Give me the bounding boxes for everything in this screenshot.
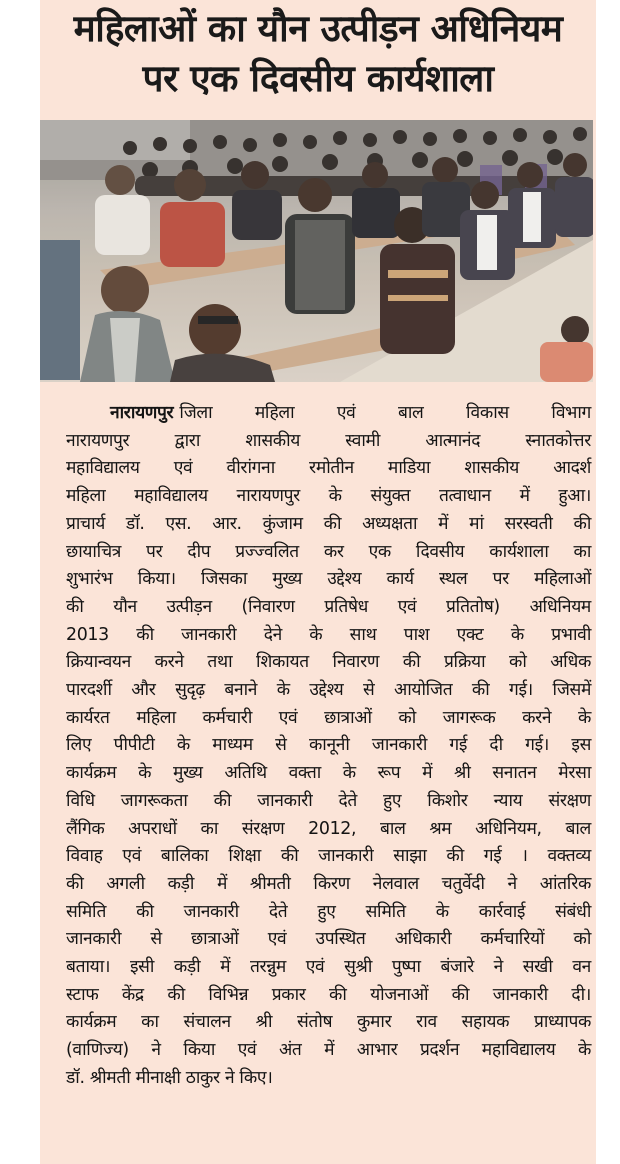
article-line: 2013 की जानकारी देने के साथ पाश एक्ट के प्रभावी bbox=[66, 624, 591, 645]
headline bbox=[40, 4, 596, 104]
article-line: कार्यक्रम का संचालन श्री संतोष कुमार राव सहायक प्राध्यापक bbox=[66, 1012, 591, 1033]
article-line: क्रियान्वयन करने तथा शिकायत निवारण की प्रक्रिया को अधिक bbox=[66, 652, 591, 673]
article-line: विवाह एवं बालिका शिक्षा की जानकारी साझा की गई । वक्तव्य bbox=[66, 846, 591, 867]
article-line: लैंगिक अपराधों का संरक्षण 2012, बाल श्रम अधिनियम, बाल bbox=[66, 818, 591, 839]
article-line: छायाचित्र पर दीप प्रज्ज्वलित कर एक दिवसीय कार्यशाला का bbox=[66, 541, 591, 562]
article-line: प्राचार्य डॉ. एस. आर. कुंजाम की अध्यक्षता में मां सरस्वती की bbox=[66, 513, 591, 534]
newspaper-clipping bbox=[40, 0, 596, 1164]
article-line bbox=[66, 400, 591, 428]
article-line: कार्यरत महिला कर्मचारी एवं छात्राओं को जागरूक करने के bbox=[66, 707, 591, 728]
classroom-audience-photo-icon bbox=[40, 120, 593, 382]
article-line: की अगली कड़ी में श्रीमती किरण नेलवाल चतुर्वेदी ने आंतरिक bbox=[66, 873, 591, 894]
article-line: महाविद्यालय एवं वीरांगना रमोतीन माडिया शासकीय आदर्श bbox=[66, 458, 591, 479]
article-line: महिला महाविद्यालय नारायणपुर के संयुक्त तत्वाधान में हुआ। bbox=[66, 486, 591, 507]
headline-line-1: महिलाओं का यौन उत्पीड़न अधिनियम bbox=[73, 7, 563, 50]
article-line: शुभारंभ किया। जिसका मुख्य उद्देश्य कार्य स्थल पर महिलाओं bbox=[66, 569, 591, 590]
headline-line-2: पर एक दिवसीय कार्यशाला bbox=[142, 57, 494, 100]
article-line: (वाणिज्य) ने किया एवं अंत में आभार प्रदर्शन महाविद्यालय के bbox=[66, 1040, 591, 1061]
article-line: बताया। इसी कड़ी में तरन्नुम एवं सुश्री पुष्पा बंजारे ने सखी वन bbox=[66, 957, 591, 978]
article-line-text: जिला महिला एवं बाल विकास विभाग bbox=[179, 403, 591, 423]
dateline: नारायणपुर bbox=[110, 403, 174, 423]
article-line: कार्यक्रम के मुख्य अतिथि वक्ता के रूप में श्री सनातन मेरसा bbox=[66, 763, 591, 784]
article-line: स्टाफ केंद्र की विभिन्न प्रकार की योजनाओं की जानकारी दी। bbox=[66, 984, 591, 1005]
article-line: पारदर्शी और सुदृढ़ बनाने के उद्देश्य से आयोजित की गई। जिसमें bbox=[66, 680, 591, 701]
article-line: विधि जागरूकता की जानकारी देते हुए किशोर न्याय संरक्षण bbox=[66, 790, 591, 811]
article-body bbox=[66, 400, 591, 1093]
article-line: लिए पीपीटी के माध्यम से कानूनी जानकारी गई दी गई। इस bbox=[66, 735, 591, 756]
article-line: डॉ. श्रीमती मीनाक्षी ठाकुर ने किए। bbox=[66, 1067, 273, 1088]
article-line: समिति की जानकारी देते हुए समिति के कार्रवाई संबंधी bbox=[66, 901, 591, 922]
article-line: की यौन उत्पीड़न (निवारण प्रतिषेध एवं प्रतितोष) अधिनियम bbox=[66, 596, 591, 617]
article-line: जानकारी से छात्राओं एवं उपस्थित अधिकारी कर्मचारियों को bbox=[66, 929, 591, 950]
event-photo bbox=[40, 120, 593, 382]
article-line: नारायणपुर द्वारा शासकीय स्वामी आत्मानंद स्नातकोत्तर bbox=[66, 430, 591, 451]
